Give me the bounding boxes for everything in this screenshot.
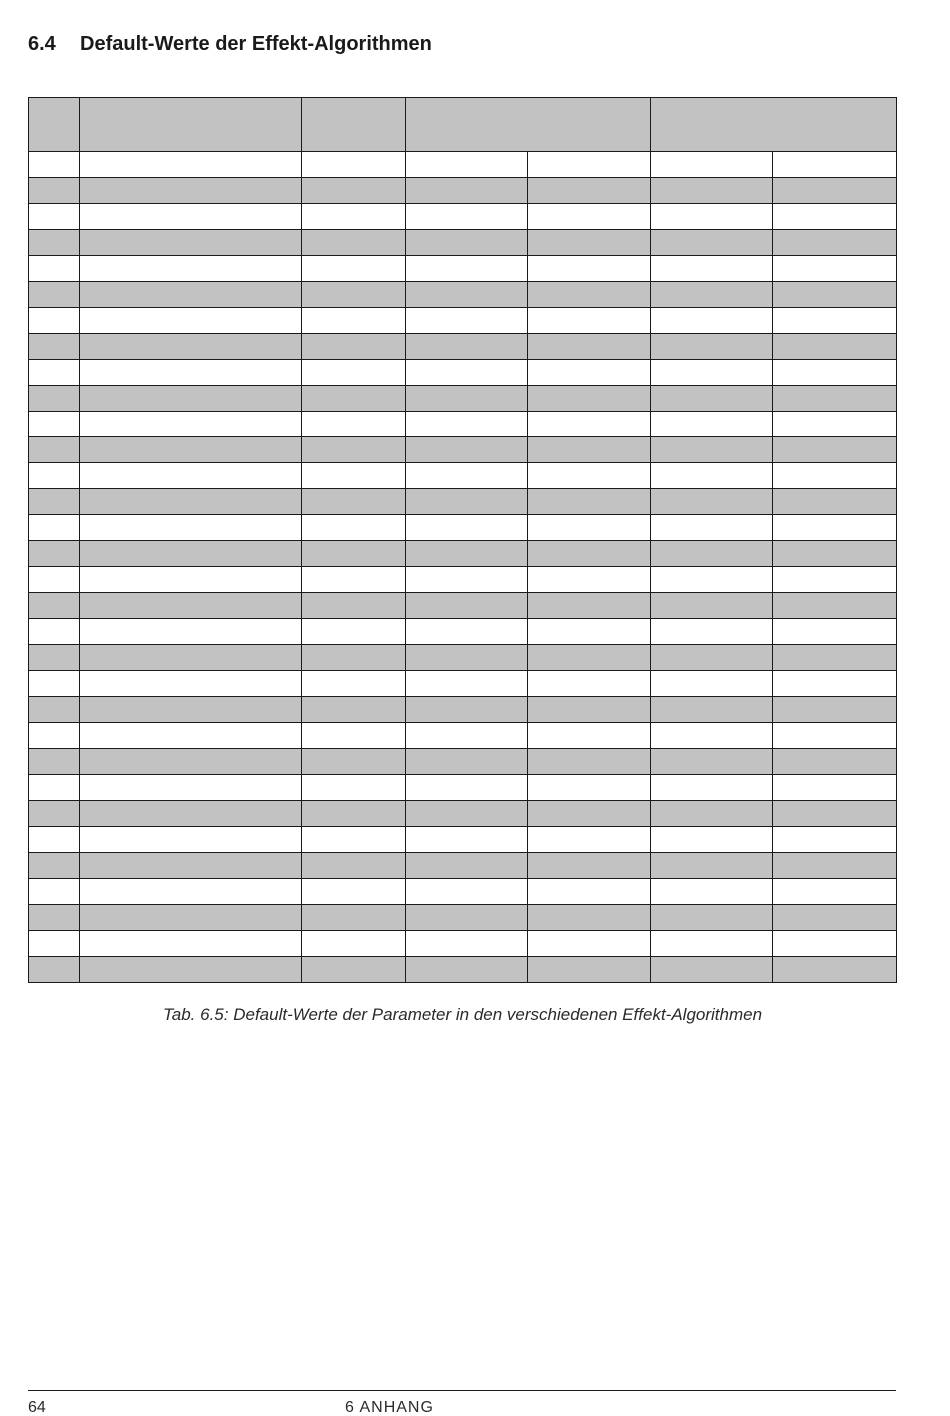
table-cell — [773, 722, 897, 748]
table-cell — [29, 671, 80, 697]
table-cell — [302, 307, 406, 333]
table-row — [29, 852, 897, 878]
table-cell — [302, 722, 406, 748]
table-cell — [773, 281, 897, 307]
table-cell — [406, 177, 528, 203]
table-cell — [528, 255, 651, 281]
table-cell — [528, 541, 651, 567]
table-cell — [406, 152, 528, 178]
table-header-cell — [29, 98, 80, 152]
table-cell — [29, 852, 80, 878]
table-cell — [80, 645, 302, 671]
table-cell — [773, 229, 897, 255]
table-cell — [773, 956, 897, 982]
table-cell — [651, 748, 773, 774]
table-cell — [302, 489, 406, 515]
table-row — [29, 748, 897, 774]
table-cell — [651, 229, 773, 255]
table-cell — [80, 359, 302, 385]
table-cell — [80, 281, 302, 307]
table-header-cell — [80, 98, 302, 152]
table-cell — [29, 515, 80, 541]
table-cell — [651, 645, 773, 671]
table-row — [29, 930, 897, 956]
table-cell — [302, 567, 406, 593]
table-row — [29, 489, 897, 515]
table-cell — [528, 697, 651, 723]
table-header-row — [29, 98, 897, 152]
table-cell — [528, 774, 651, 800]
page-number: 64 — [28, 1399, 46, 1416]
table-cell — [80, 203, 302, 229]
table-cell — [773, 385, 897, 411]
table-cell — [80, 437, 302, 463]
section-heading — [28, 33, 432, 56]
table-cell — [29, 722, 80, 748]
table-cell — [406, 385, 528, 411]
table-cell — [302, 515, 406, 541]
table-cell — [528, 177, 651, 203]
table-cell — [651, 463, 773, 489]
table-cell — [773, 541, 897, 567]
table-row — [29, 385, 897, 411]
table-cell — [651, 333, 773, 359]
table-cell — [773, 152, 897, 178]
table-cell — [651, 956, 773, 982]
table-cell — [29, 930, 80, 956]
table-cell — [773, 515, 897, 541]
table-cell — [528, 229, 651, 255]
table-cell — [406, 515, 528, 541]
section-number: 6.4 — [28, 33, 56, 55]
table-cell — [773, 852, 897, 878]
table-cell — [406, 541, 528, 567]
table-cell — [80, 774, 302, 800]
table-cell — [528, 463, 651, 489]
table-cell — [406, 411, 528, 437]
table-cell — [773, 748, 897, 774]
table-cell — [302, 411, 406, 437]
table-cell — [651, 385, 773, 411]
table-cell — [302, 281, 406, 307]
table-cell — [528, 645, 651, 671]
table-cell — [773, 645, 897, 671]
table-cell — [29, 255, 80, 281]
table-cell — [80, 515, 302, 541]
table-cell — [302, 203, 406, 229]
table-cell — [528, 203, 651, 229]
table-cell — [80, 619, 302, 645]
footer-rule — [28, 1390, 896, 1391]
table-cell — [80, 748, 302, 774]
table-cell — [29, 904, 80, 930]
table-cell — [773, 177, 897, 203]
table-row — [29, 567, 897, 593]
table-row — [29, 463, 897, 489]
table-cell — [406, 281, 528, 307]
table-row — [29, 281, 897, 307]
table-cell — [29, 359, 80, 385]
table-cell — [302, 904, 406, 930]
table-cell — [528, 956, 651, 982]
table-cell — [29, 463, 80, 489]
table-cell — [80, 463, 302, 489]
table-cell — [29, 619, 80, 645]
table-cell — [29, 567, 80, 593]
table-cell — [528, 333, 651, 359]
section-title: Default-Werte der Effekt-Algorithmen — [80, 33, 432, 55]
table-row — [29, 593, 897, 619]
table-cell — [528, 722, 651, 748]
table-cell — [773, 697, 897, 723]
table-cell — [651, 515, 773, 541]
table-cell — [406, 748, 528, 774]
table-cell — [80, 541, 302, 567]
table-cell — [406, 774, 528, 800]
table-cell — [651, 697, 773, 723]
table-cell — [29, 333, 80, 359]
table-cell — [29, 748, 80, 774]
table-cell — [773, 878, 897, 904]
table-header-cell — [651, 98, 897, 152]
table-cell — [528, 385, 651, 411]
table-row — [29, 307, 897, 333]
table-cell — [29, 800, 80, 826]
table-cell — [80, 852, 302, 878]
table-cell — [528, 826, 651, 852]
table-cell — [29, 956, 80, 982]
table-cell — [651, 359, 773, 385]
table-cell — [406, 619, 528, 645]
table-row — [29, 956, 897, 982]
table-cell — [302, 177, 406, 203]
table-cell — [29, 774, 80, 800]
table-cell — [80, 671, 302, 697]
table-cell — [528, 437, 651, 463]
table-cell — [528, 904, 651, 930]
table-cell — [80, 255, 302, 281]
table-row — [29, 437, 897, 463]
table-cell — [80, 593, 302, 619]
table-cell — [651, 411, 773, 437]
table-cell — [302, 541, 406, 567]
table-cell — [29, 489, 80, 515]
table-row — [29, 774, 897, 800]
table-cell — [406, 697, 528, 723]
table-cell — [773, 255, 897, 281]
table-cell — [406, 852, 528, 878]
table-cell — [302, 619, 406, 645]
table-cell — [528, 152, 651, 178]
table-caption: Tab. 6.5: Default-Werte der Parameter in den verschiedenen Effekt-Algorithmen — [162, 1005, 763, 1024]
table-cell — [773, 437, 897, 463]
table-cell — [302, 593, 406, 619]
table-cell — [406, 722, 528, 748]
table-header-cell — [302, 98, 406, 152]
table-cell — [651, 152, 773, 178]
table-cell — [29, 152, 80, 178]
table-cell — [773, 567, 897, 593]
table-cell — [651, 489, 773, 515]
table-cell — [302, 774, 406, 800]
table-row — [29, 541, 897, 567]
table-row — [29, 411, 897, 437]
table-cell — [651, 826, 773, 852]
table-cell — [773, 930, 897, 956]
table-cell — [651, 852, 773, 878]
table-row — [29, 722, 897, 748]
table-cell — [29, 281, 80, 307]
table-cell — [80, 385, 302, 411]
table-cell — [80, 826, 302, 852]
table-cell — [528, 359, 651, 385]
table-cell — [406, 826, 528, 852]
table-cell — [773, 333, 897, 359]
table-cell — [302, 748, 406, 774]
table-cell — [773, 800, 897, 826]
table-row — [29, 229, 897, 255]
table-cell — [528, 800, 651, 826]
table-cell — [406, 489, 528, 515]
table-cell — [29, 697, 80, 723]
table-cell — [406, 359, 528, 385]
table-cell — [406, 593, 528, 619]
table-cell — [773, 593, 897, 619]
table-row — [29, 800, 897, 826]
table-cell — [80, 800, 302, 826]
table-cell — [651, 255, 773, 281]
table-cell — [29, 411, 80, 437]
table-row — [29, 904, 897, 930]
table-cell — [302, 359, 406, 385]
table-cell — [302, 697, 406, 723]
table-row — [29, 697, 897, 723]
table-cell — [773, 671, 897, 697]
table-cell — [528, 930, 651, 956]
table-cell — [406, 203, 528, 229]
table-cell — [29, 878, 80, 904]
table-cell — [406, 255, 528, 281]
table-cell — [80, 307, 302, 333]
table-cell — [29, 437, 80, 463]
table-cell — [406, 800, 528, 826]
table-cell — [80, 697, 302, 723]
table-cell — [29, 229, 80, 255]
table-cell — [406, 463, 528, 489]
table-cell — [651, 930, 773, 956]
table-cell — [528, 515, 651, 541]
table-cell — [29, 307, 80, 333]
table-cell — [29, 593, 80, 619]
table-row — [29, 152, 897, 178]
table-row — [29, 203, 897, 229]
table-cell — [406, 437, 528, 463]
table-cell — [302, 645, 406, 671]
table-cell — [651, 722, 773, 748]
table-row — [29, 255, 897, 281]
table-cell — [80, 152, 302, 178]
table-cell — [406, 878, 528, 904]
table-cell — [528, 411, 651, 437]
table-cell — [302, 333, 406, 359]
default-values-table — [28, 97, 897, 983]
table-cell — [302, 930, 406, 956]
table-cell — [80, 411, 302, 437]
table-cell — [302, 852, 406, 878]
table-cell — [80, 229, 302, 255]
table-cell — [302, 463, 406, 489]
table-cell — [302, 800, 406, 826]
table-cell — [302, 385, 406, 411]
table-cell — [651, 800, 773, 826]
table-cell — [406, 333, 528, 359]
table-cell — [651, 593, 773, 619]
table-row — [29, 515, 897, 541]
table-row — [29, 671, 897, 697]
table-cell — [528, 281, 651, 307]
table-row — [29, 177, 897, 203]
table-cell — [773, 619, 897, 645]
table-cell — [651, 281, 773, 307]
table-cell — [406, 229, 528, 255]
table-cell — [302, 878, 406, 904]
table-cell — [302, 437, 406, 463]
table-cell — [651, 671, 773, 697]
table-cell — [80, 956, 302, 982]
table-cell — [528, 671, 651, 697]
table-cell — [773, 463, 897, 489]
table-cell — [80, 567, 302, 593]
table-cell — [651, 177, 773, 203]
table-cell — [773, 826, 897, 852]
table-cell — [651, 904, 773, 930]
table-cell — [29, 826, 80, 852]
table-cell — [80, 177, 302, 203]
table-cell — [406, 671, 528, 697]
table-cell — [651, 541, 773, 567]
chapter-label: 6 ANHANG — [345, 1399, 434, 1416]
table-row — [29, 333, 897, 359]
table-cell — [80, 904, 302, 930]
table-cell — [528, 619, 651, 645]
table-cell — [773, 774, 897, 800]
table-cell — [302, 255, 406, 281]
table-cell — [651, 567, 773, 593]
table-cell — [406, 956, 528, 982]
table-cell — [302, 826, 406, 852]
table-cell — [29, 385, 80, 411]
table-cell — [651, 203, 773, 229]
table-cell — [528, 878, 651, 904]
table-cell — [528, 748, 651, 774]
table-cell — [773, 489, 897, 515]
table-cell — [406, 930, 528, 956]
table-cell — [651, 774, 773, 800]
table-cell — [528, 567, 651, 593]
table-cell — [773, 411, 897, 437]
table-cell — [528, 852, 651, 878]
table-cell — [80, 930, 302, 956]
table-cell — [80, 722, 302, 748]
table-row — [29, 645, 897, 671]
table-cell — [773, 904, 897, 930]
table-cell — [528, 593, 651, 619]
table-cell — [651, 437, 773, 463]
table-cell — [528, 307, 651, 333]
table-cell — [302, 152, 406, 178]
table-cell — [406, 645, 528, 671]
table-cell — [651, 878, 773, 904]
table-cell — [773, 307, 897, 333]
table-cell — [651, 619, 773, 645]
table-cell — [80, 333, 302, 359]
table-cell — [80, 489, 302, 515]
table-cell — [773, 203, 897, 229]
table-cell — [773, 359, 897, 385]
table-cell — [528, 489, 651, 515]
table-cell — [651, 307, 773, 333]
table-row — [29, 359, 897, 385]
table-cell — [406, 567, 528, 593]
table-cell — [29, 541, 80, 567]
table-cell — [302, 229, 406, 255]
table-cell — [29, 177, 80, 203]
table-row — [29, 826, 897, 852]
table-row — [29, 878, 897, 904]
table-cell — [29, 203, 80, 229]
table-cell — [80, 878, 302, 904]
table-row — [29, 619, 897, 645]
table-cell — [302, 671, 406, 697]
table-header-cell — [406, 98, 651, 152]
table-cell — [406, 904, 528, 930]
table-cell — [406, 307, 528, 333]
table-cell — [29, 645, 80, 671]
table-cell — [302, 956, 406, 982]
